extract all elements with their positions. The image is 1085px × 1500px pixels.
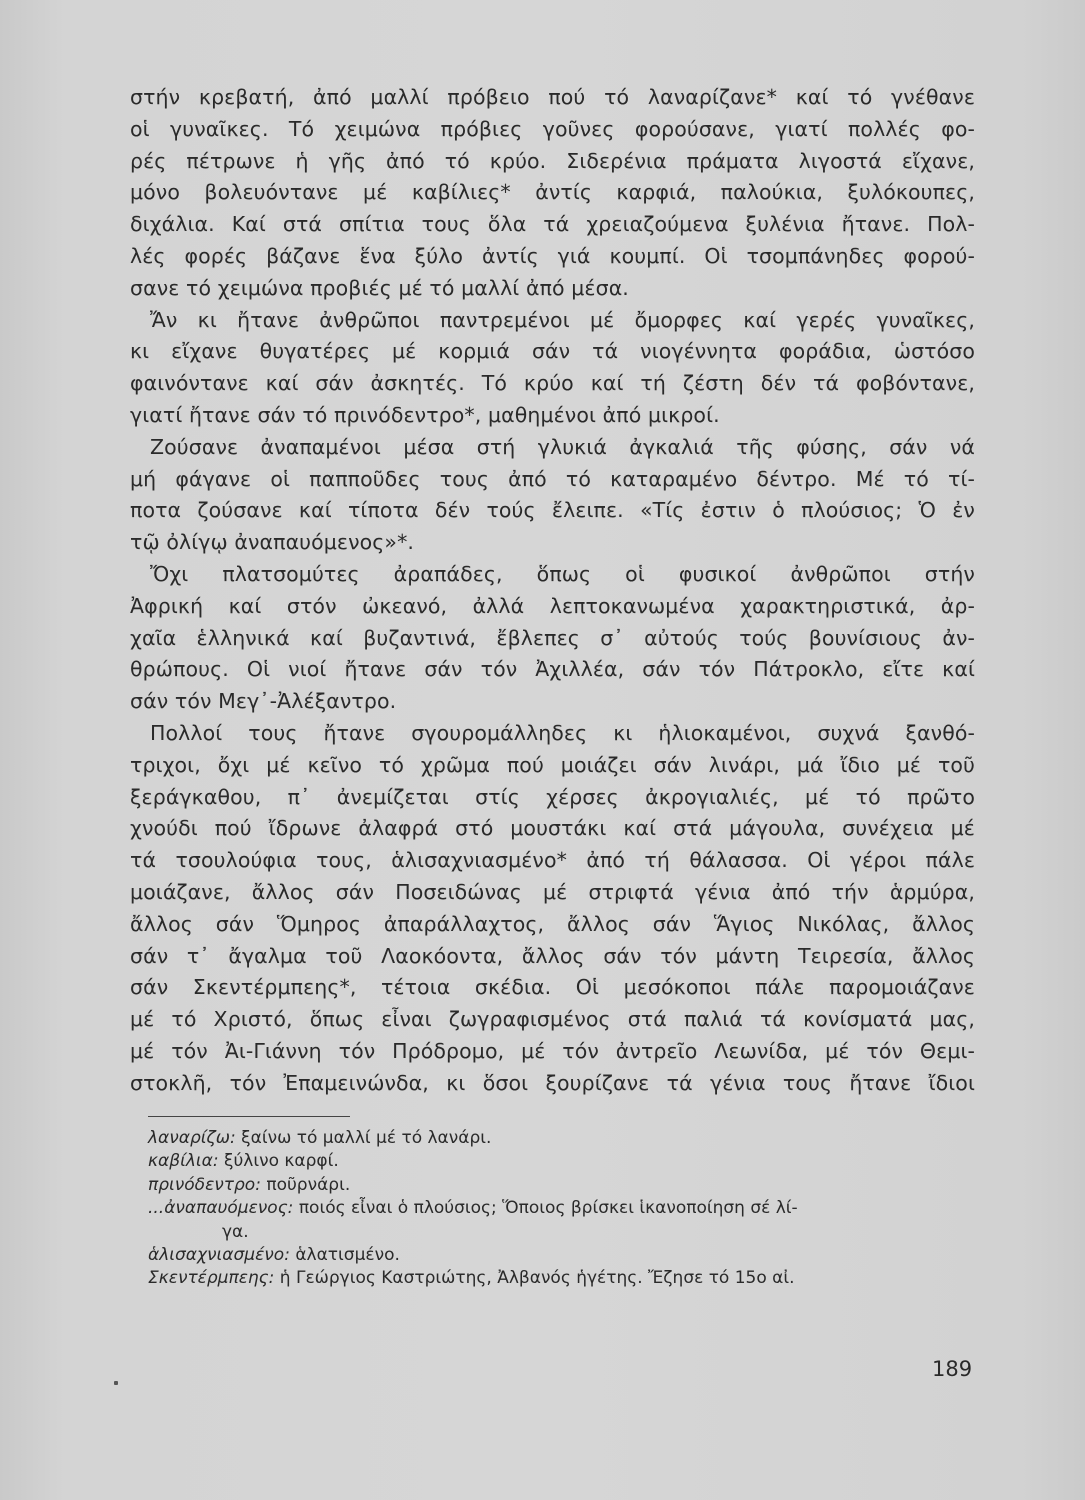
footnote-term: καβίλια: bbox=[148, 1151, 219, 1172]
text-line: φαινόντανε καί σάν ἀσκητές. Τό κρύο καί τή ζέστη δέν τά φοβόντανε, bbox=[130, 371, 975, 396]
text-line: ξεράγκαθου, π᾽ ἀνεμίζεται στίς χέρσες ἀκρογιαλιές, μέ τό πρῶτο bbox=[130, 784, 975, 809]
text-line: ρές πέτρωνε ἡ γῆς ἀπό τό κρύο. Σιδερένια πράματα λιγοστά εἴχανε, bbox=[130, 148, 975, 173]
footnote-divider bbox=[148, 1116, 350, 1117]
text-line: στοκλῆ, τόν Ἐπαμεινώνδα, κι ὅσοι ξουρίζανε τά γένια τους ἤτανε ἴδιοι bbox=[130, 1070, 975, 1095]
text-line: Ζούσανε ἀναπαμένοι μέσα στή γλυκιά ἀγκαλιά τῆς φύσης, σάν νά bbox=[150, 434, 975, 459]
text-line: σάν τόν Μεγ᾽-Ἀλέξαντρο. bbox=[130, 689, 397, 714]
footnote-term: πρινόδεντρο: bbox=[148, 1174, 261, 1195]
text-line: μέ τό Χριστό, ὅπως εἶναι ζωγραφισμένος στά παλιά τά κονίσματά μας, bbox=[130, 1007, 975, 1032]
text-line: κι εἴχανε θυγατέρες μέ κορμιά σάν τά νιογέννητα φοράδια, ὡστόσο bbox=[130, 339, 975, 364]
footnotes bbox=[148, 1127, 978, 1291]
footnote-text: ξύλινο καρφί. bbox=[223, 1151, 339, 1172]
footnote-text: ποῦρνάρι. bbox=[266, 1174, 351, 1195]
footnote-term: λαναρίζω: bbox=[148, 1128, 236, 1148]
footnote-text: ποιός εἶναι ὁ πλούσιος; Ὅποιος βρίσκει ἱκανοποίηση σέ λί- bbox=[298, 1198, 798, 1219]
text-line: μή φάγανε οἱ παπποῦδες τους ἀπό τό καταραμένο δέντρο. Μέ τό τί- bbox=[130, 466, 975, 491]
text-line: στήν κρεβατή, ἀπό μαλλί πρόβειο πού τό λαναρίζανε* καί τό γνέθανε bbox=[130, 85, 975, 109]
footnote bbox=[148, 1150, 978, 1173]
text-line: Ἄν κι ἤτανε ἀνθρῶποι παντρεμένοι μέ ὄμορφες καί γερές γυναῖκες, bbox=[150, 307, 975, 332]
page-number: 189 bbox=[932, 1357, 973, 1381]
footnote bbox=[148, 1174, 978, 1197]
text-line: μόνο βολευόντανε μέ καβίλιες* ἀντίς καρφιά, παλούκια, ξυλόκουπες, bbox=[130, 180, 975, 205]
text-line: σανε τό χειμώνα προβιές μέ τό μαλλί ἀπό μέσα. bbox=[130, 275, 629, 300]
footnote bbox=[148, 1244, 978, 1267]
text-line: τά τσουλούφια τους, ἁλισαχνιασμένο* ἀπό τή θάλασσα. Οἱ γέροι πάλε bbox=[130, 848, 975, 873]
text-line: σάν Σκεντέρμπεης*, τέτοια σκέδια. Οἱ μεσόκοποι πάλε παρομοιάζανε bbox=[130, 975, 975, 1000]
footnote-text: ἁλατισμένο. bbox=[295, 1245, 400, 1266]
footnote bbox=[148, 1127, 978, 1150]
text-line: ἄλλος σάν Ὅμηρος ἀπαράλλαχτος, ἄλλος σάν Ἅγιος Νικόλας, ἄλλος bbox=[130, 911, 975, 936]
text-line: χαῖα ἑλληνικά καί βυζαντινά, ἔβλεπες σ᾽ αὐτούς τούς βουνίσιους ἀν- bbox=[130, 625, 975, 650]
text-line: λές φορές βάζανε ἕνα ξύλο ἀντίς γιά κουμπί. Οἱ τσομπάνηδες φορού- bbox=[130, 243, 975, 268]
footnote bbox=[148, 1267, 978, 1290]
text-line: οἱ γυναῖκες. Τό χειμώνα πρόβιες γοῦνες φορούσανε, γιατί πολλές φο- bbox=[130, 116, 975, 141]
footnote-term: Σκεντέρμπεης: bbox=[148, 1268, 275, 1289]
text-line: τριχοι, ὄχι μέ κεῖνο τό χρῶμα πού μοιάζει σάν λινάρι, μά ἴδιο μέ τοῦ bbox=[130, 752, 975, 777]
footnote-text: ξαίνω τό μαλλί μέ τό λανάρι. bbox=[241, 1128, 492, 1148]
footnote bbox=[148, 1197, 978, 1220]
footnote-term: ἁλισαχνιασμένο: bbox=[148, 1245, 290, 1266]
text-line: μοιάζανε, ἄλλος σάν Ποσειδώνας μέ στριφτά γένια ἀπό τήν ἁρμύρα, bbox=[130, 879, 975, 904]
footnote-text: ἡ Γεώργιος Καστριώτης, Ἀλβανός ἡγέτης. Ἔζησε τό 15ο αἰ. bbox=[279, 1268, 795, 1289]
text-line: γιατί ἤτανε σάν τό πρινόδεντρο*, μαθημένοι ἀπό μικροί. bbox=[130, 402, 720, 427]
body-text bbox=[130, 82, 975, 1100]
text-line: μέ τόν Ἀι-Γιάννη τόν Πρόδρομο, μέ τόν ἀντρεῖο Λεωνίδα, μέ τόν Θεμι- bbox=[130, 1038, 975, 1063]
text-line: Πολλοί τους ἤτανε σγουρομάλληδες κι ἡλιοκαμένοι, συχνά ξανθό- bbox=[150, 720, 975, 745]
paper-speck bbox=[114, 1381, 118, 1385]
text-line: χνούδι πού ἴδρωνε ἀλαφρά στό μουστάκι καί στά μάγουλα, συνέχεια μέ bbox=[130, 816, 975, 841]
text-line: διχάλια. Καί στά σπίτια τους ὅλα τά χρειαζούμενα ξυλένια ἤτανε. Πολ- bbox=[130, 212, 975, 237]
text-line: Ὄχι πλατσομύτες ἀραπάδες, ὅπως οἱ φυσικοί ἀνθρῶποι στήν bbox=[150, 561, 975, 586]
text-line: θρώπους. Οἱ νιοί ἤτανε σάν τόν Ἀχιλλέα, σάν τόν Πάτροκλο, εἴτε καί bbox=[130, 657, 975, 682]
footnote-continuation: γα. bbox=[222, 1221, 249, 1242]
text-line: Ἀφρική καί στόν ὠκεανό, ἀλλά λεπτοκανωμένα χαρακτηριστικά, ἀρ- bbox=[130, 593, 975, 618]
text-line: σάν τ᾽ ἄγαλμα τοῦ Λαοκόοντα, ἄλλος σάν τόν μάντη Τειρεσία, ἄλλος bbox=[130, 943, 975, 968]
text-line: τῷ ὀλίγῳ ἀναπαυόμενος»*. bbox=[130, 530, 415, 555]
footnote-term: ...ἀναπαυόμενος: bbox=[148, 1198, 294, 1219]
text-line: ποτα ζούσανε καί τίποτα δέν τούς ἔλειπε. «Τίς ἐστιν ὁ πλούσιος; Ὁ ἐν bbox=[130, 498, 975, 523]
